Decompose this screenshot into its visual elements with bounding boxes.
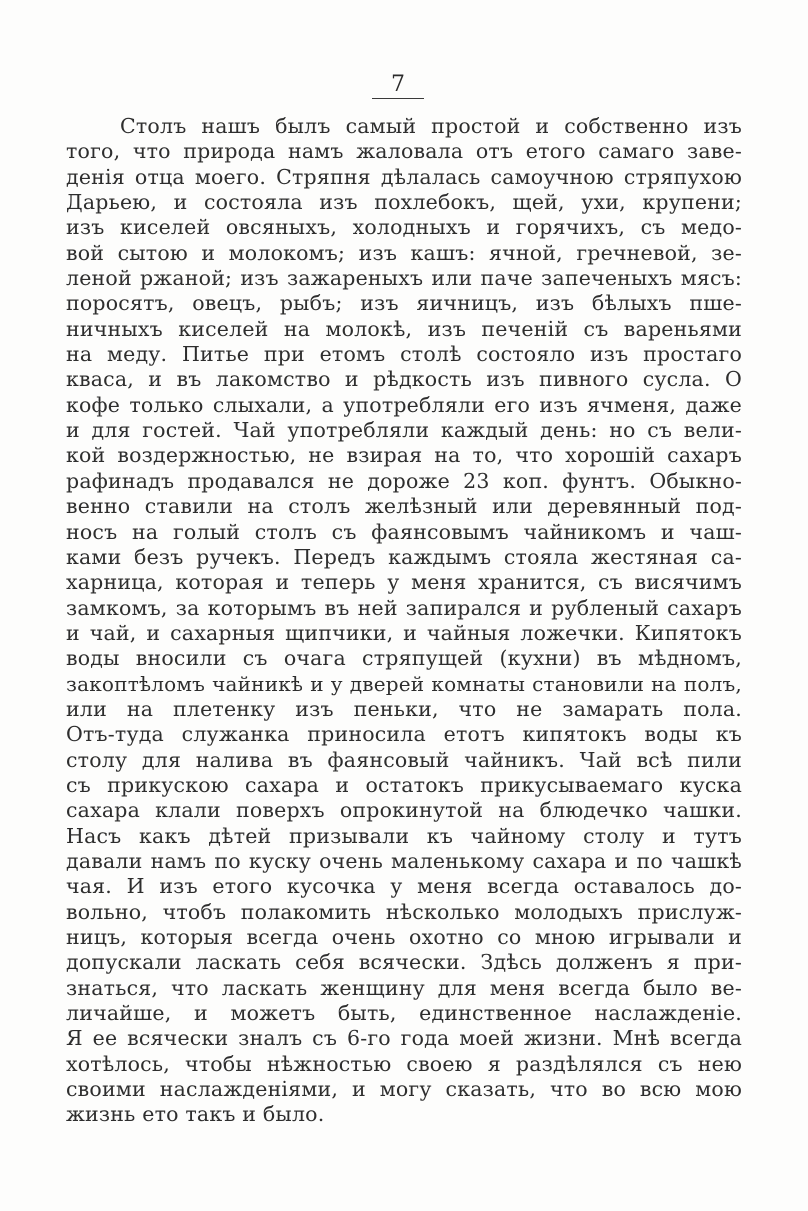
text-line: закоптѣломъ чайникѣ и у дверей комнаты становили на полъ,	[66, 671, 742, 696]
text-line: или на плетенку изъ пеньки, что не замарать пола.	[66, 696, 742, 721]
text-line: ницъ, которыя всегда очень охотно со мною игрывали и	[66, 925, 742, 949]
text-line: съ прикускою сахара и остатокъ прикусываемаго куска	[66, 772, 742, 797]
text-line: денія отца моего. Стряпня дѣлалась самоучною стряпухою	[66, 164, 742, 189]
text-line: своими наслажденіями, и могу сказать, что во всю мою	[66, 1077, 742, 1102]
text-line: допускали ласкать себя всячески. Здѣсь долженъ я при-	[66, 950, 742, 975]
text-line: ничныхъ киселей на молокѣ, изъ печеній съ вареньями	[66, 316, 742, 341]
text-line: вой сытою и молокомъ; изъ кашъ: ячной, гречневой, зе-	[66, 240, 742, 265]
text-line: поросятъ, овецъ, рыбъ; изъ яичницъ, изъ бѣлыхъ пше-	[66, 291, 742, 316]
body-text	[66, 114, 742, 1128]
text-line: ками безъ ручекъ. Передъ каждымъ стояла жестяная са-	[66, 544, 742, 569]
text-line: изъ киселей овсяныхъ, холодныхъ и горячихъ, съ медо-	[66, 215, 742, 240]
text-line: личайше, и можетъ быть, единственное наслажденіе.	[66, 1001, 742, 1026]
page-number: 7	[372, 72, 424, 99]
text-line: хотѣлось, чтобы нѣжностью своею я раздѣлялся съ нею	[66, 1051, 742, 1076]
text-line: кваса, и въ лакомство и рѣдкость изъ пивного сусла. О	[66, 367, 742, 392]
text-line: того, что природа намъ жаловала отъ етого самаго заве-	[66, 139, 742, 164]
text-line: кой воздержностью, не взирая на то, что хорошій сахаръ	[66, 443, 742, 468]
text-line: Насъ какъ дѣтей призывали къ чайному столу и тутъ	[66, 823, 742, 848]
text-line: вольно, чтобъ полакомить нѣсколько молодыхъ прислуж-	[66, 899, 742, 924]
text-line: на меду. Питье при етомъ столѣ состояло изъ простаго	[66, 342, 742, 367]
text-line: носъ на голый столъ съ фаянсовымъ чайникомъ и чаш-	[66, 519, 742, 544]
text-line: сахара клали поверхъ опрокинутой на блюдечко чашки.	[66, 798, 742, 823]
text-line: давали намъ по куску очень маленькому сахара и по чашкѣ	[66, 848, 742, 873]
text-line: и чай, и сахарныя щипчики, и чайныя ложечки. Кипятокъ	[66, 620, 742, 645]
text-line: и для гостей. Чай употребляли каждый день: но съ вели-	[66, 418, 742, 443]
text-line: знаться, что ласкать женщину для меня всегда было ве-	[66, 975, 742, 1000]
text-line: замкомъ, за которымъ въ ней запирался и рубленый сахаръ	[66, 595, 742, 620]
text-line: леной ржаной; изъ зажареныхъ или паче запеченыхъ мясъ:	[66, 266, 742, 291]
text-line: харница, которая и теперь у меня хранится, съ висячимъ	[66, 570, 742, 595]
text-line: рафинадъ продавался не дороже 23 коп. фунтъ. Обыкно-	[66, 468, 742, 493]
text-line: Я ее всячески зналъ съ 6-го года моей жизни. Мнѣ всегда	[66, 1026, 742, 1051]
text-line: Отъ-туда служанка приносила етотъ кипятокъ воды къ	[66, 722, 742, 747]
text-line: Дарьею, и состояла изъ похлебокъ, щей, ухи, крупени;	[66, 190, 742, 215]
text-line: столу для налива въ фаянсовый чайникъ. Чай всѣ пили	[66, 747, 742, 772]
text-line: кофе только слыхали, а употребляли его изъ ячменя, даже	[66, 392, 742, 417]
text-line: чая. И изъ етого кусочка у меня всегда оставалось до-	[66, 874, 742, 899]
text-line: жизнь ето такъ и было.	[66, 1102, 325, 1127]
text-line: Столъ нашъ былъ самый простой и собственно изъ	[120, 114, 742, 138]
text-line: воды вносили съ очага стряпущей (кухни) въ мѣдномъ,	[66, 646, 742, 671]
text-line: венно ставили на столъ желѣзный или деревянный под-	[66, 494, 742, 519]
